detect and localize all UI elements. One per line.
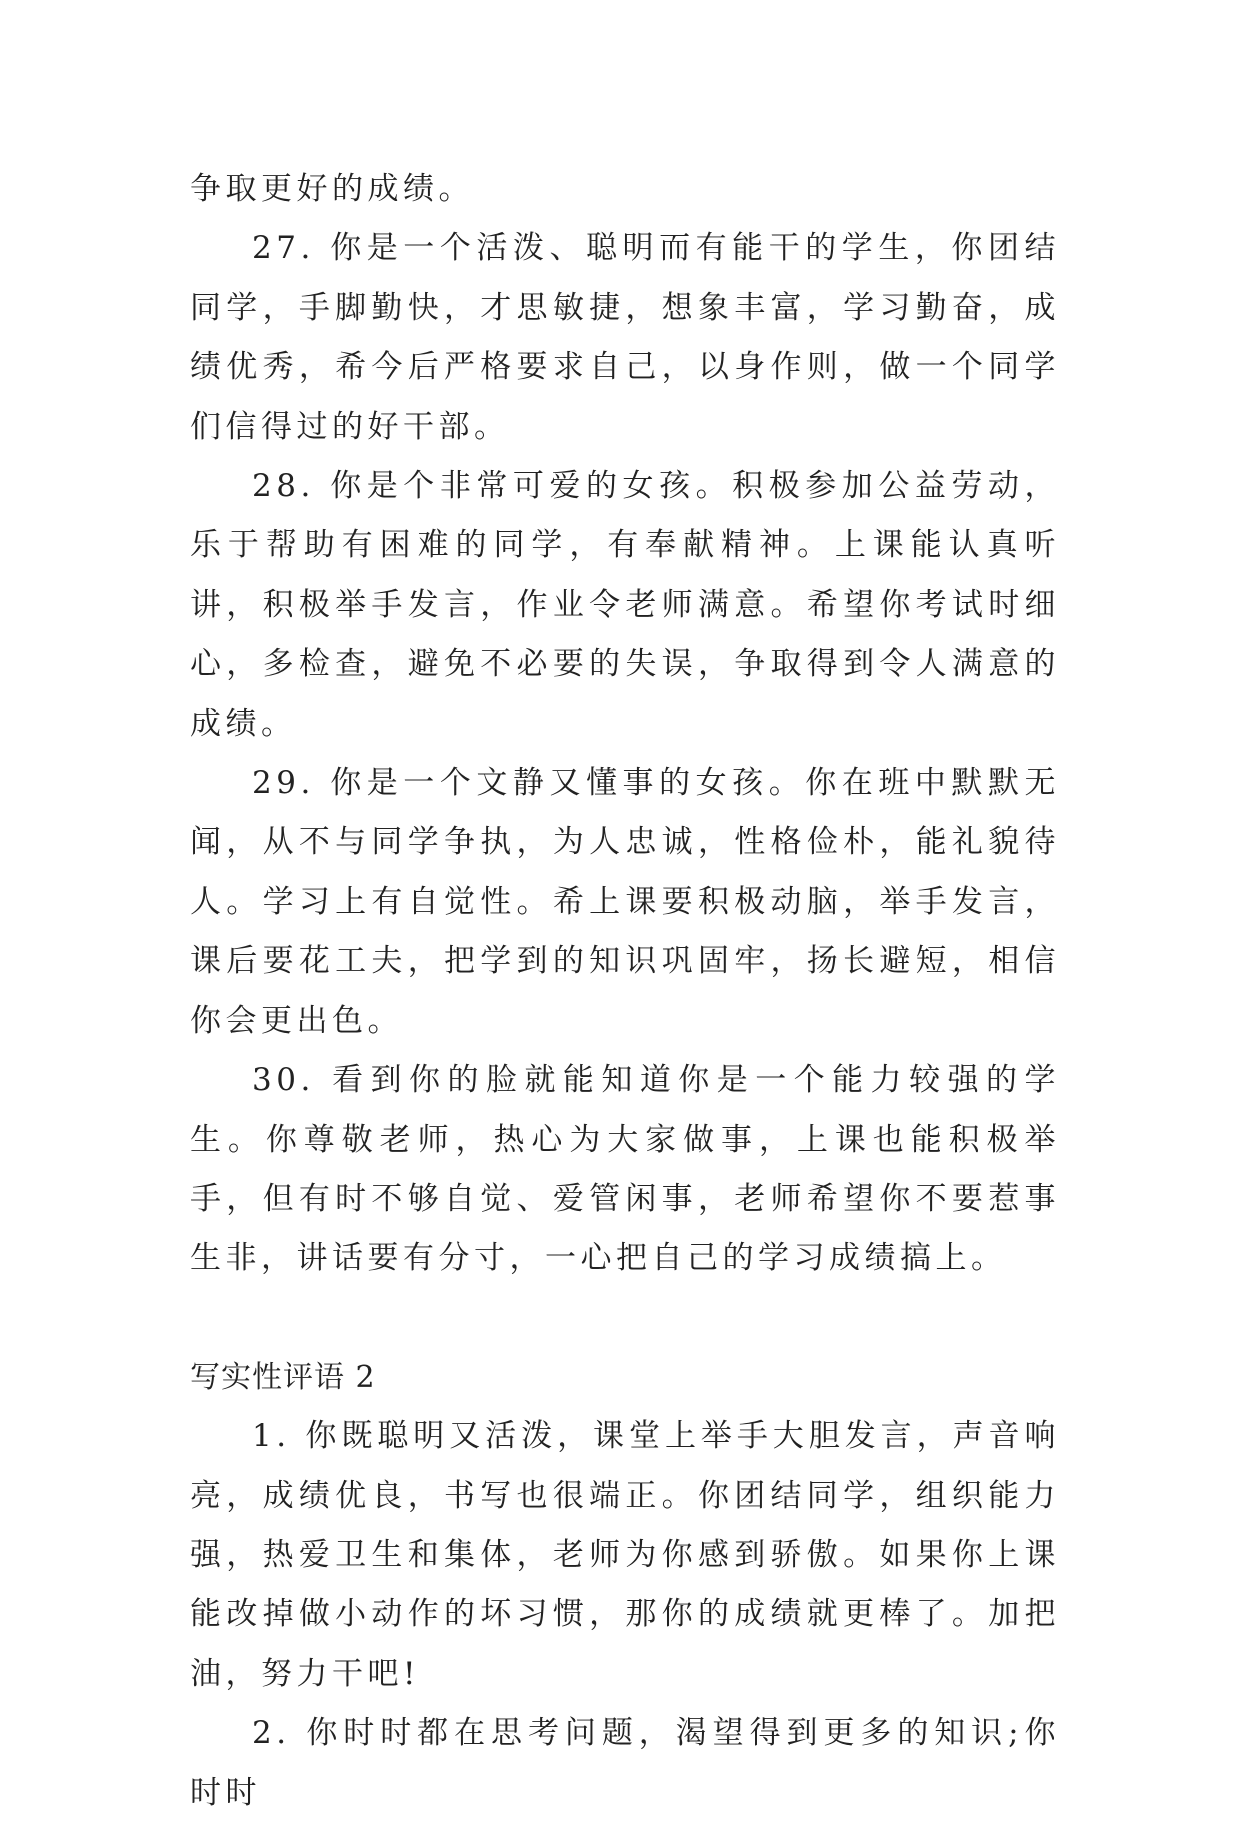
document-body — [190, 160, 1060, 1823]
paragraph-item-28: 28. 你是个非常可爱的女孩。积极参加公益劳动，乐于帮助有困难的同学，有奉献精神。上课能认真听讲，积极举手发言，作业令老师满意。希望你考试时细心，多检查，避免不必要的失误，争取得到令人满意的成绩。 — [190, 468, 1060, 742]
paragraph-continuation: 争取更好的成绩。 — [190, 171, 474, 207]
paragraph-item-30: 30. 看到你的脸就能知道你是一个能力较强的学生。你尊敬老师，热心为大家做事，上课也能积极举手，但有时不够自觉、爱管闲事，老师希望你不要惹事生非，讲话要有分寸，一心把自己的学习成绩搞上。 — [190, 1062, 1060, 1277]
section-heading: 写实性评语 2 — [190, 1359, 376, 1395]
paragraph-item-1: 1. 你既聪明又活泼，课堂上举手大胆发言，声音响亮，成绩优良，书写也很端正。你团结同学，组织能力强，热爱卫生和集体，老师为你感到骄傲。如果你上课能改掉做小动作的坏习惯，那你的成绩就更棒了。加把油，努力干吧! — [190, 1418, 1060, 1692]
paragraph-item-27: 27. 你是一个活泼、聪明而有能干的学生，你团结同学，手脚勤快，才思敏捷，想象丰富，学习勤奋，成绩优秀，希今后严格要求自己，以身作则，做一个同学们信得过的好干部。 — [190, 230, 1060, 445]
paragraph-item-29: 29. 你是一个文静又懂事的女孩。你在班中默默无闻，从不与同学争执，为人忠诚，性格俭朴，能礼貌待人。学习上有自觉性。希上课要积极动脑，举手发言，课后要花工夫，把学到的知识巩固牢，扬长避短，相信你会更出色。 — [190, 765, 1060, 1039]
paragraph-item-2: 2. 你时时都在思考问题，渴望得到更多的知识;你时时 — [190, 1715, 1060, 1811]
